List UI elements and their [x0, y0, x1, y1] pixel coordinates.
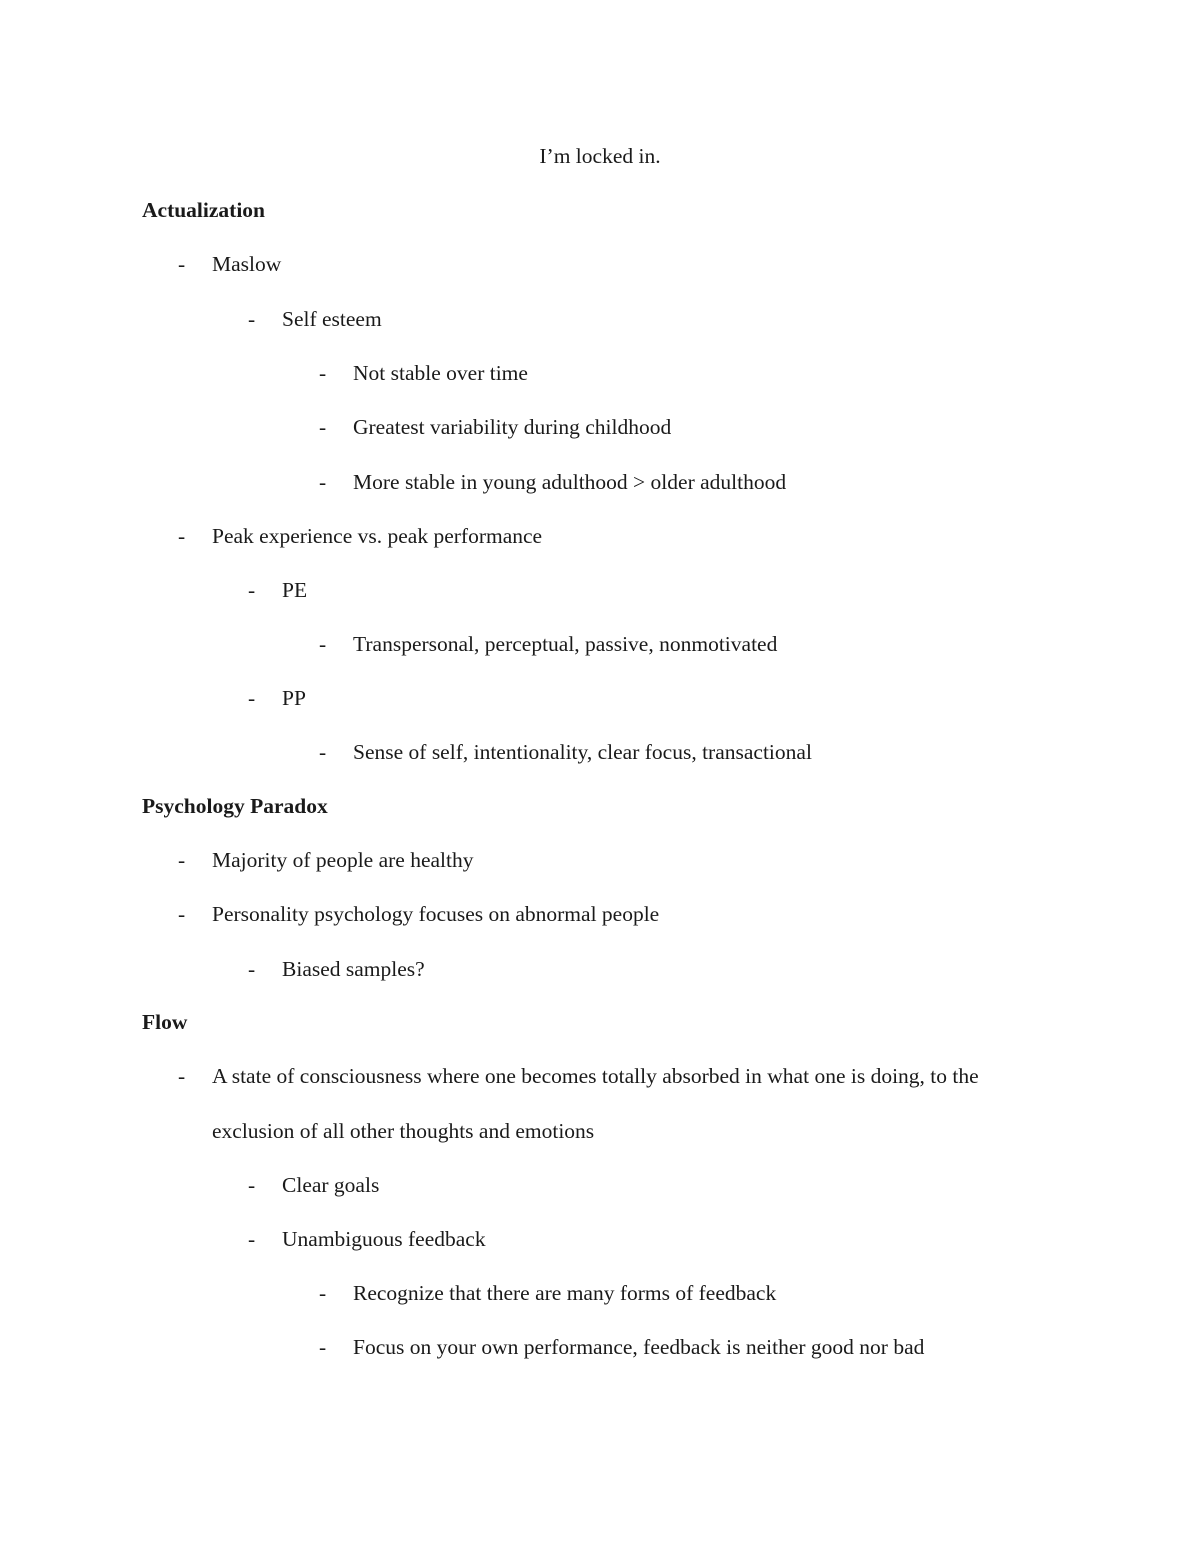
- bullet-dash: -: [248, 578, 256, 602]
- list-item: [248, 954, 425, 984]
- bullet-dash: -: [319, 361, 327, 385]
- list-item-text: Unambiguous feedback: [282, 1227, 486, 1251]
- list-item-text: Recognize that there are many forms of feedback: [353, 1281, 777, 1305]
- list-item-text: Greatest variability during childhood: [353, 415, 672, 439]
- list-item-text: Sense of self, intentionality, clear focus, transactional: [353, 740, 812, 764]
- list-item-continuation: exclusion of all other thoughts and emotions: [212, 1119, 595, 1143]
- list-item: [248, 1224, 486, 1254]
- list-item: [248, 1170, 380, 1200]
- document-title: I’m locked in.: [539, 144, 661, 168]
- list-item: [178, 1061, 979, 1091]
- bullet-dash: -: [178, 252, 186, 276]
- bullet-dash: -: [319, 632, 327, 656]
- list-item-text: Focus on your own performance, feedback is neither good nor bad: [353, 1335, 925, 1359]
- bullet-dash: -: [319, 470, 327, 494]
- list-item-text: Transpersonal, perceptual, passive, nonmotivated: [353, 632, 778, 656]
- list-item: [319, 737, 812, 767]
- list-item: [248, 683, 306, 713]
- bullet-dash: -: [319, 1281, 327, 1305]
- list-item: [319, 412, 672, 442]
- bullet-dash: -: [248, 1227, 256, 1251]
- list-item: [178, 249, 282, 279]
- bullet-dash: -: [248, 686, 256, 710]
- list-item-text: Self esteem: [282, 307, 382, 331]
- section-heading-flow: Flow: [142, 1010, 188, 1034]
- list-item-text: PE: [282, 578, 308, 602]
- list-item-text: Not stable over time: [353, 361, 528, 385]
- list-item: [319, 1278, 777, 1308]
- list-item-text: Biased samples?: [282, 957, 425, 981]
- list-item: [319, 629, 778, 659]
- bullet-dash: -: [178, 524, 186, 548]
- section-heading-actualization: Actualization: [142, 198, 266, 222]
- bullet-dash: -: [319, 740, 327, 764]
- list-item: [319, 358, 528, 388]
- list-item-text: Personality psychology focuses on abnormal people: [212, 902, 660, 926]
- list-item-text: Peak experience vs. peak performance: [212, 524, 543, 548]
- bullet-dash: -: [319, 1335, 327, 1359]
- bullet-dash: -: [248, 307, 256, 331]
- list-item: [248, 575, 308, 605]
- bullet-dash: -: [178, 902, 186, 926]
- list-item: [178, 899, 660, 929]
- bullet-dash: -: [178, 1064, 186, 1088]
- list-item: [319, 1332, 925, 1362]
- bullet-dash: -: [248, 957, 256, 981]
- list-item-text: Clear goals: [282, 1173, 380, 1197]
- bullet-dash: -: [248, 1173, 256, 1197]
- list-item: [248, 304, 382, 334]
- bullet-dash: -: [178, 848, 186, 872]
- list-item-text: A state of consciousness where one becomes totally absorbed in what one is doing, to the: [212, 1064, 979, 1088]
- bullet-dash: -: [319, 415, 327, 439]
- list-item: [319, 467, 787, 497]
- list-item: [178, 521, 543, 551]
- list-item-text: PP: [282, 686, 306, 710]
- section-heading-psychology-paradox: Psychology Paradox: [142, 794, 328, 818]
- list-item-text: Majority of people are healthy: [212, 848, 474, 872]
- list-item-text: Maslow: [212, 252, 282, 276]
- list-item-text: More stable in young adulthood > older adulthood: [353, 470, 787, 494]
- list-item: [178, 845, 474, 875]
